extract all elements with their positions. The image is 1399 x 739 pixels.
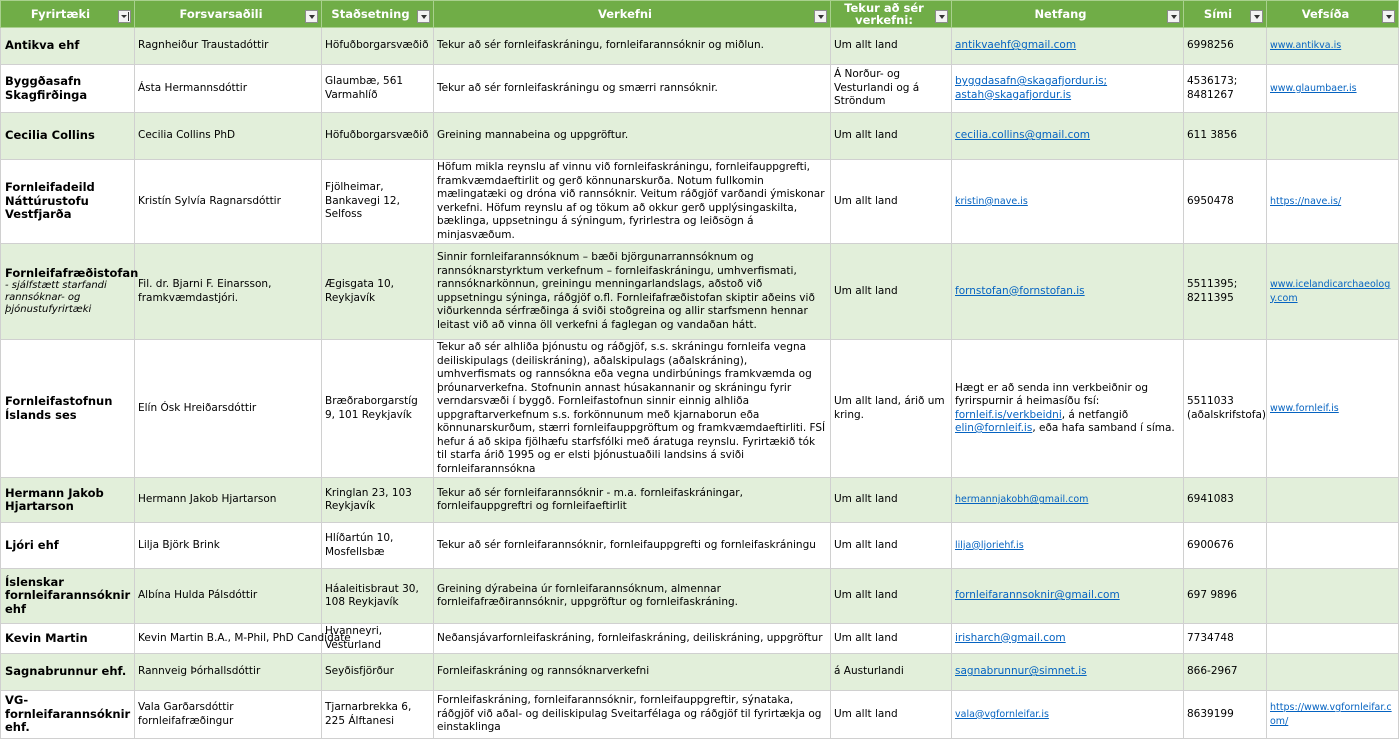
cell-location[interactable]: Höfuðborgarsvæðið xyxy=(322,113,434,160)
cell-phone[interactable]: 5511033 (aðalskrifstofa) xyxy=(1184,340,1267,478)
header-vefsida[interactable]: Vefsíða xyxy=(1267,1,1399,28)
cell-location[interactable]: Fjölheimar, Bankavegi 12, Selfoss xyxy=(322,160,434,244)
filter-dropdown-icon[interactable] xyxy=(305,10,318,23)
cell-contact[interactable]: Kristín Sylvía Ragnarsdóttir xyxy=(135,160,322,244)
cell-company[interactable]: Antikva ehf xyxy=(1,28,135,65)
table-row xyxy=(1,65,1399,113)
email-link[interactable]: fornleifarannsoknir@gmail.com xyxy=(955,589,1120,602)
cell-company[interactable]: Byggðasafn Skagfirðinga xyxy=(1,65,135,113)
cell-location[interactable]: Höfuðborgarsvæðið xyxy=(322,28,434,65)
cell-company[interactable]: Íslenskar fornleifarannsóknir ehf xyxy=(1,569,135,624)
filter-dropdown-icon[interactable] xyxy=(1382,10,1395,23)
cell-area[interactable]: Um allt land xyxy=(831,523,952,569)
cell-phone[interactable]: 6900676 xyxy=(1184,523,1267,569)
cell-location[interactable]: Bræðraborgarstíg 9, 101 Reykjavík xyxy=(322,340,434,478)
cell-contact[interactable]: Albína Hulda Pálsdóttir xyxy=(135,569,322,624)
table-row xyxy=(1,478,1399,523)
filter-dropdown-icon[interactable] xyxy=(935,10,948,23)
cell-contact[interactable]: Fil. dr. Bjarni F. Einarsson, framkvæmdastjóri. xyxy=(135,244,322,340)
cell-location[interactable]: Kringlan 23, 103 Reykjavík xyxy=(322,478,434,523)
cell-email[interactable] xyxy=(952,691,1184,739)
cell-project[interactable]: Greining mannabeina og uppgröftur. xyxy=(434,113,831,160)
email-link[interactable]: lilja@ljoriehf.is xyxy=(955,539,1024,551)
header-stadsetning[interactable]: Staðsetning xyxy=(322,1,434,28)
cell-phone[interactable]: 4536173; 8481267 xyxy=(1184,65,1267,113)
filter-dropdown-icon[interactable] xyxy=(1167,10,1180,23)
cell-area[interactable]: Um allt land xyxy=(831,569,952,624)
cell-project[interactable]: Tekur að sér fornleifarannsóknir - m.a. fornleifaskráningar, fornleifauppgreftri og fornleifaeftirlit xyxy=(434,478,831,523)
web-link[interactable]: https://nave.is/ xyxy=(1270,195,1342,207)
company-subtitle: - sjálfstætt starfandi rannsóknar- og þjónustufyrirtæki xyxy=(5,280,107,316)
cell-phone[interactable]: 8639199 xyxy=(1184,691,1267,739)
cell-web[interactable] xyxy=(1267,244,1399,340)
web-link[interactable]: www.glaumbaer.is xyxy=(1270,82,1357,94)
cell-area[interactable]: Um allt land, árið um kring. xyxy=(831,340,952,478)
cell-company[interactable]: Sagnabrunnur ehf. xyxy=(1,654,135,691)
table-row xyxy=(1,523,1399,569)
cell-area[interactable]: Um allt land xyxy=(831,478,952,523)
cell-location[interactable]: Glaumbæ, 561 Varmahlíð xyxy=(322,65,434,113)
cell-contact[interactable]: Elín Ósk Hreiðarsdóttir xyxy=(135,340,322,478)
cell-contact[interactable]: Ásta Hermannsdóttir xyxy=(135,65,322,113)
cell-project[interactable]: Neðansjávarfornleifaskráning, fornleifaskráning, deiliskráning, uppgröftur xyxy=(434,624,831,654)
cell-company[interactable]: Fornleifafræðistofan - sjálfstætt starfandi rannsóknar- og þjónustufyrirtæki xyxy=(1,244,135,340)
email-link[interactable]: vala@vgfornleifar.is xyxy=(955,708,1049,720)
cell-project[interactable]: Sinnir fornleifarannsóknum – bæði björgunarrannsóknum og rannsóknarstyrktum verkefnum – fornleifaskráningu, umhverfismati, rannsóknarkönnun, greiningu menningarlandslags, aðstoð við uppsetningu sýninga, ráðgjöf o.fl. Fornleifafræðistofan skiptir aðeins við viðurkennda sérfræðinga á sviði stoðgreina og allir starfsmenn hennar leitast við að vinna öll verkefni á faglegan og vandaðan hátt. xyxy=(434,244,831,340)
email-link[interactable]: hermannjakobh@gmail.com xyxy=(955,494,1089,506)
cell-contact[interactable]: Lilja Björk Brink xyxy=(135,523,322,569)
cell-phone[interactable]: 6950478 xyxy=(1184,160,1267,244)
header-netfang[interactable]: Netfang xyxy=(952,1,1184,28)
cell-email[interactable] xyxy=(952,113,1184,160)
cell-web[interactable] xyxy=(1267,28,1399,65)
cell-web[interactable] xyxy=(1267,65,1399,113)
cell-area[interactable]: Um allt land xyxy=(831,244,952,340)
cell-location[interactable]: Seyðisfjörður xyxy=(322,654,434,691)
email-link[interactable]: irisharch@gmail.com xyxy=(955,631,1066,644)
table-row xyxy=(1,28,1399,65)
cell-web[interactable] xyxy=(1267,569,1399,624)
cell-email[interactable] xyxy=(952,65,1184,113)
cell-project[interactable]: Höfum mikla reynslu af vinnu við fornleifaskráningu, fornleifauppgrefti, framkvæmdaeftirlit og gerð könnunarskurða. Notum fullkomin mælingatæki og dróna við rannsóknir. Veitum ráðgjöf varðandi ýmiskonar verkefni. Höfum reynslu af og tökum að okkur gerð upplýsingaskilta, bæklinga, uppsetningu á sýningum, fyrirlestra og leiðsögn á minjasvæðum. xyxy=(434,160,831,244)
cell-project[interactable]: Tekur að sér alhliða þjónustu og ráðgjöf, s.s. skráningu fornleifa vegna deiliskipulags (deiliskráning), aðalskipulags (aðalskráning), umhverfismats og rannsókna eða vegna undirbúnings framkvæmda og þróunarverkefna. Stofnunin annast húsakannanir og skráningu fyrir verndarsvæði í byggð. Fornleifastofnun sinnir einnig alhliða uppgraftarverkefnum s.s. forkönnunum með kjarnaborun eða könnunarskurðum, stærri fornleifauppgröftum og framkvæmdaeftirliti. FSÍ hefur á að skipa fjölhæfu starfsfólki með áratuga reynslu. Fyrirtækið tók til starfa árið 1995 og er elsti þjónustuaðili landsins á sviði fornleifarannsókna xyxy=(434,340,831,478)
cell-web[interactable] xyxy=(1267,160,1399,244)
email-link[interactable]: sagnabrunnur@simnet.is xyxy=(955,665,1087,678)
cell-email[interactable] xyxy=(952,523,1184,569)
cell-company[interactable]: Hermann Jakob Hjartarson xyxy=(1,478,135,523)
sort-filter-icon[interactable] xyxy=(118,10,131,23)
cell-phone[interactable]: 697 9896 xyxy=(1184,569,1267,624)
cell-web[interactable] xyxy=(1267,624,1399,654)
email-link[interactable]: kristin@nave.is xyxy=(955,195,1028,207)
email-link[interactable]: fornstofan@fornstofan.is xyxy=(955,284,1085,297)
cell-email[interactable] xyxy=(952,654,1184,691)
header-forsvarsadili[interactable]: Forsvarsaðili xyxy=(135,1,322,28)
cell-area[interactable]: á Austurlandi xyxy=(831,654,952,691)
cell-phone[interactable]: 5511395; 8211395 xyxy=(1184,244,1267,340)
cell-email[interactable] xyxy=(952,244,1184,340)
table-row xyxy=(1,113,1399,160)
header-tekur-ad-ser[interactable]: Tekur að sér verkefni: xyxy=(831,1,952,28)
table-row xyxy=(1,654,1399,691)
table-row xyxy=(1,340,1399,478)
cell-project[interactable]: Fornleifaskráning og rannsóknarverkefni xyxy=(434,654,831,691)
cell-contact[interactable]: Kevin Martin B.A., M-Phil, PhD Candidate xyxy=(135,624,322,654)
cell-location[interactable]: Ægisgata 10, Reykjavík xyxy=(322,244,434,340)
cell-location[interactable]: Háaleitisbraut 30, 108 Reykjavík xyxy=(322,569,434,624)
table-row xyxy=(1,624,1399,654)
header-row xyxy=(1,1,1399,28)
cell-email[interactable] xyxy=(952,569,1184,624)
cell-phone[interactable]: 6998256 xyxy=(1184,28,1267,65)
email-link[interactable]: byggdasafn@skagafjordur.is; astah@skagafjordur.is xyxy=(955,75,1108,101)
web-link[interactable]: https://www.vgfornleifar.com/ xyxy=(1270,702,1392,727)
cell-project[interactable]: Tekur að sér fornleifarannsóknir, fornleifauppgrefti og fornleifaskráningu xyxy=(434,523,831,569)
header-verkefni[interactable]: Verkefni xyxy=(434,1,831,28)
cell-area[interactable]: Um allt land xyxy=(831,28,952,65)
cell-contact[interactable]: Ragnheiður Traustadóttir xyxy=(135,28,322,65)
cell-web[interactable] xyxy=(1267,113,1399,160)
cell-web[interactable] xyxy=(1267,523,1399,569)
email-link[interactable]: antikvaehf@gmail.com xyxy=(955,39,1077,52)
cell-email[interactable] xyxy=(952,624,1184,654)
cell-email[interactable]: Hægt er að senda inn verkbeiðnir og fyrirspurnir á heimasíðu fsí: fornleif.is/verkbeidni, á netfangið elin@fornleif.is, eða hafa samband í síma. xyxy=(952,340,1184,478)
header-simi[interactable]: Sími xyxy=(1184,1,1267,28)
cell-project[interactable]: Fornleifaskráning, fornleifarannsóknir, fornleifauppgreftir, sýnataka, ráðgjöf við aðal- og deiliskipulag Sveitarfélaga og ráðgjöf til fyrirtækja og einstaklinga xyxy=(434,691,831,739)
cell-area[interactable]: Um allt land xyxy=(831,624,952,654)
cell-email[interactable] xyxy=(952,160,1184,244)
cell-company[interactable]: Kevin Martin xyxy=(1,624,135,654)
web-link[interactable]: www.icelandicarchaeology.com xyxy=(1270,279,1391,304)
filter-dropdown-icon[interactable] xyxy=(814,10,827,23)
cell-web[interactable] xyxy=(1267,654,1399,691)
cell-area[interactable]: Á Norður- og Vesturlandi og á Ströndum xyxy=(831,65,952,113)
table-row xyxy=(1,244,1399,340)
table-row xyxy=(1,160,1399,244)
cell-company[interactable]: Ljóri ehf xyxy=(1,523,135,569)
cell-company[interactable]: Fornleifastofnun Íslands ses xyxy=(1,340,135,478)
cell-company[interactable]: Fornleifadeild Náttúrustofu Vestfjarða xyxy=(1,160,135,244)
cell-email[interactable] xyxy=(952,478,1184,523)
cell-contact[interactable]: Cecilia Collins PhD xyxy=(135,113,322,160)
cell-phone[interactable]: 866-2967 xyxy=(1184,654,1267,691)
cell-company[interactable]: VG-fornleifarannsóknir ehf. xyxy=(1,691,135,739)
email-link[interactable]: elin@fornleif.is xyxy=(955,422,1033,434)
cell-project[interactable]: Tekur að sér fornleifaskráningu og smærri rannsóknir. xyxy=(434,65,831,113)
cell-phone[interactable]: 6941083 xyxy=(1184,478,1267,523)
cell-project[interactable]: Tekur að sér fornleifaskráningu, fornleifarannsóknir og miðlun. xyxy=(434,28,831,65)
cell-location[interactable]: Tjarnarbrekka 6, 225 Álftanesi xyxy=(322,691,434,739)
cell-web[interactable] xyxy=(1267,478,1399,523)
web-link[interactable]: www.antikva.is xyxy=(1270,40,1342,52)
cell-area[interactable]: Um allt land xyxy=(831,691,952,739)
cell-location[interactable]: Hvanneyri, Vesturland xyxy=(322,624,434,654)
email-link[interactable]: cecilia.collins@gmail.com xyxy=(955,129,1091,142)
cell-phone[interactable]: 7734748 xyxy=(1184,624,1267,654)
web-link[interactable]: www.fornleif.is xyxy=(1270,402,1339,414)
cell-area[interactable]: Um allt land xyxy=(831,160,952,244)
cell-contact[interactable]: Rannveig Þórhallsdóttir xyxy=(135,654,322,691)
table-row xyxy=(1,569,1399,624)
cell-company[interactable]: Cecilia Collins xyxy=(1,113,135,160)
cell-contact[interactable]: Hermann Jakob Hjartarson xyxy=(135,478,322,523)
cell-contact[interactable]: Vala Garðarsdóttir fornleifafræðingur xyxy=(135,691,322,739)
filter-dropdown-icon[interactable] xyxy=(1250,10,1263,23)
cell-project[interactable]: Greining dýrabeina úr fornleifarannsóknum, almennar fornleifafræðirannsóknir, uppgröftur og fornleifaskráning. xyxy=(434,569,831,624)
cell-web[interactable] xyxy=(1267,340,1399,478)
web-form-link[interactable]: fornleif.is/verkbeidni xyxy=(955,408,1062,421)
table-row xyxy=(1,691,1399,739)
cell-area[interactable]: Um allt land xyxy=(831,113,952,160)
filter-dropdown-icon[interactable] xyxy=(417,10,430,23)
cell-email[interactable] xyxy=(952,28,1184,65)
cell-phone[interactable]: 611 3856 xyxy=(1184,113,1267,160)
cell-location[interactable]: Hlíðartún 10, Mosfellsbæ xyxy=(322,523,434,569)
cell-web[interactable] xyxy=(1267,691,1399,739)
header-fyrirtaeki[interactable]: Fyrirtæki xyxy=(1,1,135,28)
